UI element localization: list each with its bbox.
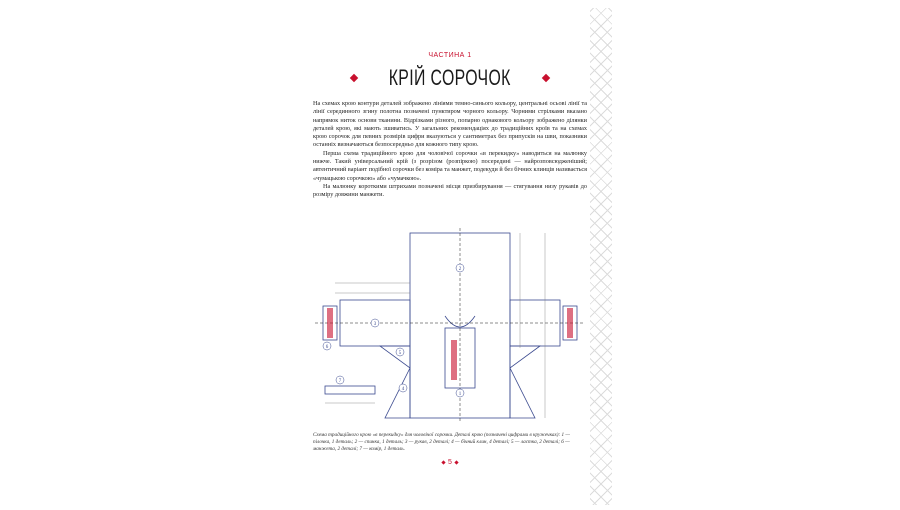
paragraph: На схемах крою контури деталей зображено лініями темно-синього кольору, центральні осьові лінії та лінії серединного згину полотна позначені пунктиром чорного кольору. Чорними стрілками вказано напрямок ниток основи тканини. Відрізками різного, попарно однакового кольору зображено ділянки деталей крою, які мають зшиватись. У загальних рекомендаціях до традиційних кроїв та на схемах крою сорочок для певних розмірів цифри вказуються у сантиметрах без припусків на шви, показники останніх визначаються безпосередньо для кожного типу крою.	[313, 100, 587, 149]
part-label: 3	[373, 322, 377, 327]
left-wedge-outline	[385, 368, 410, 418]
collar-outline	[325, 386, 375, 394]
part-label: 6	[325, 345, 329, 350]
right-gusset-outline	[510, 346, 540, 368]
placket-facing	[451, 340, 457, 380]
right-wedge-outline	[510, 368, 535, 418]
left-gusset-outline	[380, 346, 410, 368]
cutting-diagram	[315, 228, 585, 423]
title-row	[290, 64, 610, 92]
page-number-value: 5	[448, 459, 452, 466]
figure-caption: Схема традиційного крою «в перекидку» для чоловічої сорочки. Деталі крою (позначені цифрами в кружечках): 1 — пілочка, 1 деталь; 2 — спинка, 1 деталь; 3 — рукав, 2 деталі; 4 — бічний клин, 4 деталі; 5 — ластка, 2 деталі; 6 — манжета, 2 деталі; 7 — комір, 1 деталь.	[313, 432, 571, 452]
diamond-bullet-icon	[441, 460, 445, 464]
part-label: 1	[458, 392, 462, 397]
diamond-bullet-icon	[541, 74, 549, 82]
part-label: 4	[401, 387, 405, 392]
paragraph: На малюнку короткими штрихами позначені місця призбирування — стягування низу рукавів до розміру довжини манжети.	[313, 182, 587, 199]
body-text	[313, 100, 587, 200]
part-label: 2	[458, 267, 462, 272]
page-title: КРІЙ СОРОЧОК	[388, 65, 511, 90]
diamond-bullet-icon	[454, 460, 458, 464]
page-number	[290, 459, 610, 466]
diamond-bullet-icon	[350, 74, 358, 82]
gather-marks	[567, 308, 573, 338]
paragraph: Перша схема традиційного крою для чоловічої сорочки «в перекидку» наводиться на малюнку нижче. Такий універсальний крій (з розрізом (розпіркою) посередині — найрозповсюдженіший; автентичний варіант подібної сорочки без коміра та манжет, подекуди й без бічних клинців називається «чумацькою сорочкою» або «чумачкою».	[313, 149, 587, 182]
part-label: 7	[338, 379, 342, 384]
part-label: 5	[398, 351, 402, 356]
chapter-label: ЧАСТИНА 1	[428, 52, 472, 59]
gather-marks	[327, 308, 333, 338]
